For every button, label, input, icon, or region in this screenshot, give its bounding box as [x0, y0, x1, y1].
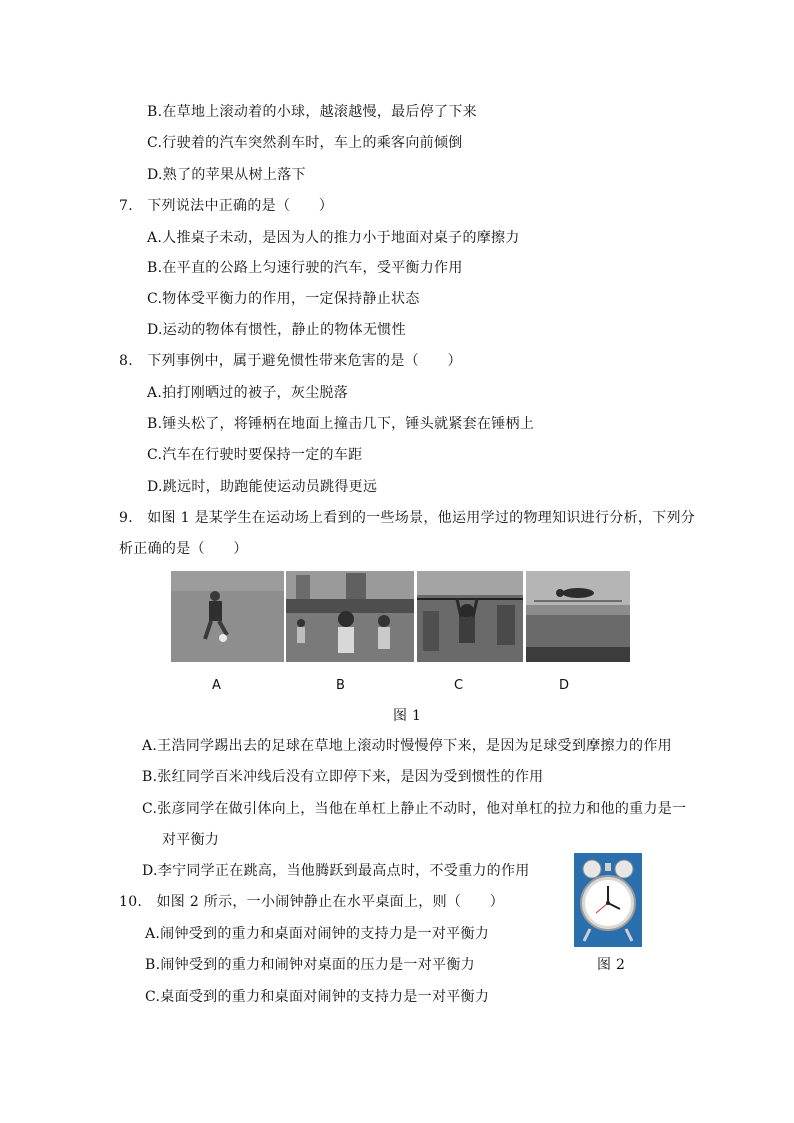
q6-option-b: B.在草地上滚动着的小球，越滚越慢，最后停了下来 [147, 104, 477, 120]
q10-stem: 10. 如图 2 所示，一小闹钟静止在水平桌面上，则（ ） [119, 894, 505, 910]
q9-stem-line2: 析正确的是（ ） [119, 541, 248, 557]
q8-stem: 8. 下列事例中，属于避免惯性带来危害的是（ ） [119, 353, 462, 369]
soccer-photo [171, 571, 284, 662]
q7-option-a: A.人推桌子未动，是因为人的推力小于地面对桌子的摩擦力 [147, 230, 520, 246]
q9-option-d: D.李宁同学正在跳高，当他腾跃到最高点时，不受重力的作用 [142, 863, 530, 879]
q8-option-c: C.汽车在行驶时要保持一定的车距 [147, 447, 363, 463]
q6-option-d: D.熟了的苹果从树上落下 [147, 167, 306, 183]
q7-option-d: D.运动的物体有惯性，静止的物体无惯性 [147, 322, 406, 338]
q9-option-c-line1: C.张彦同学在做引体向上，当他在单杠上静止不动时，他对单杠的拉力和他的重力是一 [142, 801, 687, 817]
q10-option-a: A.闹钟受到的重力和桌面对闹钟的支持力是一对平衡力 [145, 926, 490, 942]
q8-option-b: B.锤头松了，将锤柄在地面上撞击几下，锤头就紧套在锤柄上 [147, 416, 535, 432]
q7-stem: 7. 下列说法中正确的是（ ） [119, 198, 334, 214]
q10-option-c: C.桌面受到的重力和桌面对闹钟的支持力是一对平衡力 [145, 989, 490, 1005]
sprint-finish-photo [286, 571, 414, 662]
figure-1-caption: 图 1 [393, 708, 422, 724]
q9-stem-line1: 9. 如图 1 是某学生在运动场上看到的一些场景，他运用学过的物理知识进行分析，下列分 [119, 510, 696, 526]
q8-option-d: D.跳远时，助跑能使运动员跳得更远 [147, 479, 378, 495]
q9-option-a: A.王浩同学踢出去的足球在草地上滚动时慢慢停下来，是因为足球受到摩擦力的作用 [142, 738, 672, 754]
q9-option-c-line2: 对平衡力 [162, 832, 220, 848]
high-jump-photo [526, 571, 630, 662]
q6-option-c: C.行驶着的汽车突然刹车时，车上的乘客向前倾倒 [147, 135, 463, 151]
q9-option-b: B.张红同学百米冲线后没有立即停下来，是因为受到惯性的作用 [142, 769, 544, 785]
q10-option-b: B.闹钟受到的重力和闹钟对桌面的压力是一对平衡力 [145, 957, 475, 973]
q7-option-b: B.在平直的公路上匀速行驶的汽车，受平衡力作用 [147, 260, 463, 276]
pull-up-photo [417, 571, 523, 662]
photo-label-d: D [559, 678, 570, 693]
q7-option-c: C.物体受平衡力的作用，一定保持静止状态 [147, 291, 420, 307]
figure-2-caption: 图 2 [597, 957, 626, 973]
photo-label-c: C [454, 678, 464, 693]
q8-option-a: A.拍打刚晒过的被子，灰尘脱落 [147, 385, 349, 401]
photo-label-b: B [336, 678, 345, 693]
photo-label-a: A [212, 678, 221, 693]
alarm-clock-photo [574, 853, 642, 947]
